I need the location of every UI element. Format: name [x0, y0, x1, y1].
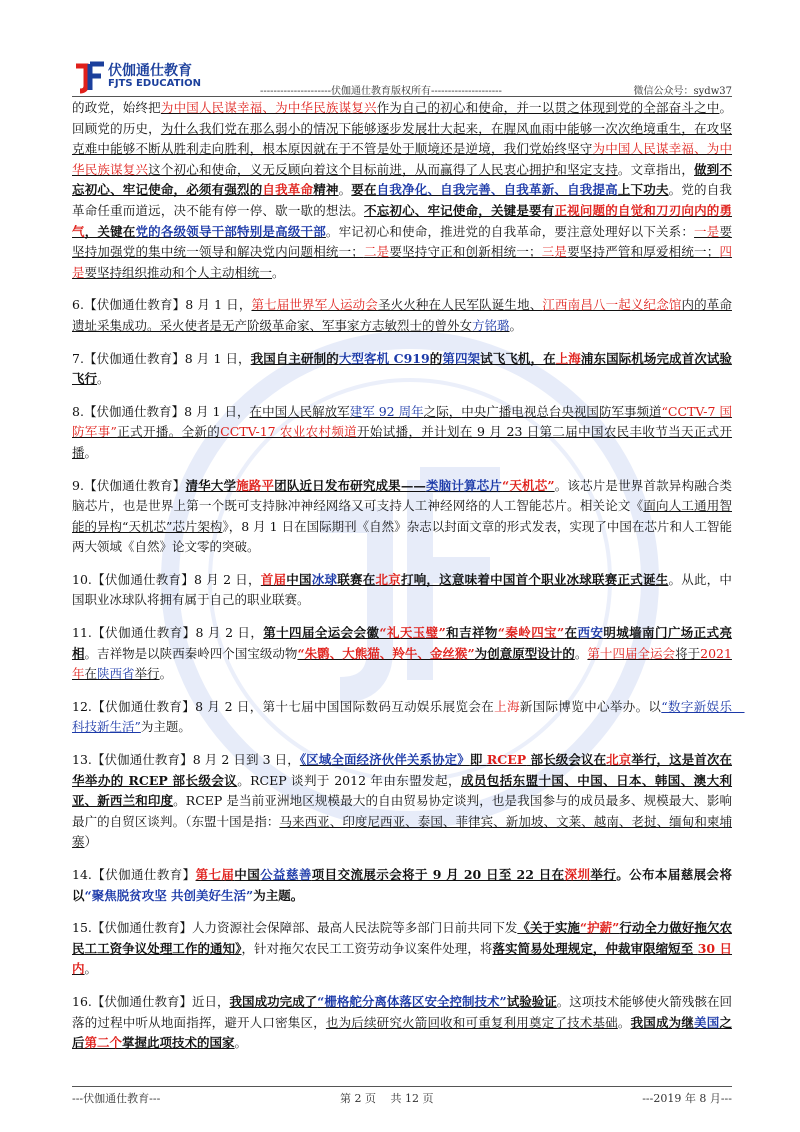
text-run: 9.【伏伽通仕教育】 — [72, 477, 186, 493]
text-run: “天机芯” — [502, 477, 555, 493]
text-run: 一是 — [694, 223, 720, 239]
text-run: 11.【伏伽通仕教育】8 月 2 日， — [72, 625, 264, 641]
text-run: 上下功夫 — [617, 182, 669, 198]
text-run: 第十四届全运会 — [587, 645, 676, 661]
document-body — [72, 98, 745, 1054]
news-item-6 — [72, 295, 732, 336]
text-run: 上海 — [494, 698, 520, 714]
brand-logo — [72, 58, 202, 98]
text-run: 江西南昌八一起义纪念馆 — [542, 297, 682, 313]
text-run: 要坚持严管和厚爱相统一； — [567, 244, 720, 260]
text-run: 陕西省 — [97, 666, 135, 682]
paragraph-continued — [72, 98, 732, 283]
text-run: “聚焦脱贫攻坚 共创美好生活” — [84, 887, 254, 903]
text-run: 建军 92 周年 — [349, 403, 424, 419]
text-run: 施路平 — [236, 477, 275, 493]
news-item-12 — [72, 697, 745, 738]
text-run: 项目交流展示会将于 9 月 20 日至 22 日在 — [311, 867, 565, 882]
text-run: 8.【伏伽通仕教育】8 月 1 日， — [72, 403, 250, 419]
text-run: CCTV-17 农业农村频道 — [220, 424, 358, 440]
text-run: 举行，这是首次在华举办的 RCEP 部长级会议 — [72, 752, 732, 788]
text-run: 12.【伏伽通仕教育】8 月 2 日，第十七届中国国际数码互动娱乐展览会在 — [72, 698, 495, 714]
footer-divider — [72, 1086, 732, 1087]
text-run: 举行 — [590, 867, 617, 882]
text-run: 和吉祥物 — [445, 625, 498, 641]
text-run: 要坚持守正和创新相统一； — [389, 244, 542, 260]
text-run: 为主题。 — [253, 887, 304, 903]
text-run: 落实简易处理规定，仲裁审限缩短至 — [492, 940, 698, 956]
logo-chinese-name: 伏伽通仕教育 — [108, 63, 192, 79]
text-run: 的 — [429, 350, 443, 366]
text-run: 。 — [84, 444, 98, 460]
text-run: 第十四届全运会会徽 — [263, 625, 380, 641]
text-run: 15.【伏伽通仕教育】人力资源社会保障部、最高人民法院等多部门日前共同下发 — [72, 920, 518, 936]
text-run: 大型客机 C919 — [338, 350, 430, 366]
text-run: 行动全力做好拖欠农民工工资争议处理工作的通知》 — [72, 920, 732, 956]
text-run: 。RCEP 是当前亚洲地区规模最大的自由贸易协定谈判，也是我国参与的成员最多、规模最大、影响最广的自贸区谈判。（东盟十国是指： — [72, 793, 732, 829]
text-run: “数字新娱乐 科技新生活” — [72, 698, 745, 735]
text-run: 。 — [338, 182, 352, 198]
emphasis-group — [351, 182, 668, 197]
text-run: 。 — [272, 264, 285, 280]
footer-date: ---2019 年 8 月--- — [642, 1092, 732, 1105]
text-run: 。 — [509, 317, 523, 333]
emphasis-group — [261, 572, 669, 587]
news-item-15 — [72, 918, 732, 980]
text-run: 西安 — [577, 625, 604, 641]
text-run: ，关键在 — [84, 223, 136, 239]
text-run: 《关于实施 — [517, 920, 580, 936]
text-run: 的政党，始终把 — [72, 100, 161, 115]
text-run: 明城墙南门广场正式亮相 — [72, 625, 732, 661]
text-run: 7.【伏伽通仕教育】8 月 1 日， — [72, 350, 251, 366]
text-run: 。RCEP 谈判于 2012 年由东盟发起， — [237, 772, 461, 788]
text-run: 方铭璐 — [472, 317, 510, 333]
footer-brand: ---伏伽通仕教育--- — [72, 1092, 161, 1105]
text-run: 这个初心和使命，义无反顾向着这个目标前进，从而赢得了人民衷心拥护和坚定支持 — [148, 161, 618, 177]
text-run: 为中国人民谋幸福、为中华民族谋复兴 — [72, 141, 732, 177]
text-run: 。 — [159, 666, 173, 682]
text-run: “护薪” — [579, 920, 620, 936]
text-run: 即 — [469, 752, 487, 768]
text-run: 要坚持加强党的集中统一领导和解决党内问题相统一； — [72, 223, 732, 260]
news-item-8 — [72, 402, 732, 464]
text-run: 圣火火种在人民军队诞生地、 — [377, 297, 543, 313]
text-run: 掌握此项技术的国家 — [122, 1035, 235, 1051]
text-run: 。 — [234, 1035, 248, 1051]
text-run: 上海 — [555, 350, 581, 366]
text-run: 。党的自我革命任重而道远，决不能有停一停、歇一歇的想法。 — [72, 182, 732, 218]
text-run: 为创意原型设计的 — [474, 645, 575, 661]
text-run: 联赛在 — [337, 571, 376, 587]
text-run: 》，8 月 1 日在国际期刊《自然》杂志以封面文章的形式发表，实现了中国在芯片和人工智能两大领域《自然》论文零的突破。 — [72, 518, 732, 555]
text-run: 中国 — [234, 867, 261, 882]
text-run: 不忘初心、牢记使命，关键是要有 — [364, 202, 555, 218]
emphasis-group — [161, 100, 720, 115]
text-run: 在中国人民解放军 — [249, 403, 350, 419]
wechat-account: 微信公众号：sydw37 — [633, 86, 732, 97]
text-run: “CCTV-7 国防军事” — [72, 403, 732, 440]
logo-english-name: FJTS EDUCATION — [108, 78, 202, 89]
text-run: 13.【伏伽通仕教育】8 月 2 日到 3 日， — [72, 752, 300, 768]
news-item-9 — [72, 476, 732, 558]
text-run: 在 — [84, 666, 98, 682]
text-run: 正视问题的自觉和刀刃向内的勇气 — [72, 202, 732, 239]
text-run: 冰球 — [311, 571, 338, 587]
text-run: 浦东国际机场完成首次试验飞行 — [72, 350, 732, 387]
text-run: 2021 年 — [72, 645, 732, 682]
text-run: 深圳 — [564, 867, 591, 882]
text-run: 清华大学 — [185, 477, 237, 493]
text-run: 。 — [574, 645, 588, 661]
page-footer — [72, 1090, 732, 1108]
text-run: 《区域全面经济伙伴关系协定》 — [299, 752, 470, 768]
text-run: 。 — [617, 1014, 631, 1030]
text-run: 部长级会议在 — [526, 752, 607, 768]
text-run: 中央广播电视总台央视国防军事频道 — [461, 403, 662, 419]
emphasis-group — [185, 478, 554, 493]
news-item-16 — [72, 992, 732, 1054]
text-run: 精神 — [313, 182, 339, 198]
text-run: “秦岭四宝” — [497, 625, 565, 641]
text-run: 6.【伏伽通仕教育】8 月 1 日， — [72, 297, 252, 313]
text-run: 类脑计算芯片 — [425, 477, 503, 493]
text-run: 党的各级领导干部特别是高级干部 — [135, 223, 326, 239]
text-run: 三是 — [541, 244, 568, 260]
text-run: RCEP — [486, 752, 527, 768]
text-run: 马来西亚、印度尼西亚、泰国、菲律宾、新加坡、文莱、越南、老挝、缅甸和柬埔寨 — [72, 813, 732, 850]
news-item-10 — [72, 570, 732, 611]
text-run: “栅格舵分离体落区安全控制技术” — [317, 993, 507, 1009]
text-run: 为什么我们党在那么弱小的情况下能够逐步发展壮大起来，在腥风血雨中能够一次次绝境重生，在攻坚克难中能够不断从胜利走向胜利，根本原因就在于不管是处于顺境还是逆境，我们党始终坚守 — [72, 120, 732, 157]
text-run: 自我革命 — [262, 182, 314, 198]
emphasis-group — [230, 994, 557, 1009]
text-run: 第七届世界军人运动会 — [251, 297, 378, 313]
text-run: 。公布本届慈展会将以 — [72, 867, 732, 903]
header-divider — [72, 96, 732, 97]
text-run: 举行 — [134, 666, 160, 682]
text-run: 要坚持组织推动和个人主动相统一 — [84, 264, 273, 280]
text-run: 试飞飞机，在 — [480, 350, 556, 366]
page-number: 第 2 页 共 12 页 — [340, 1092, 434, 1105]
text-run: 首届 — [260, 571, 287, 587]
text-run: 我国成功完成了 — [229, 993, 318, 1009]
text-run: 。文章指出， — [617, 161, 695, 177]
text-run: 正式开播。全新的 — [116, 424, 221, 440]
text-run: 。 — [97, 371, 110, 387]
text-run: 打响，这意味着中国首个职业冰球联赛正式诞生 — [400, 571, 669, 587]
text-run: 第二个 — [84, 1035, 123, 1051]
text-run: 10.【伏伽通仕教育】8 月 2 日， — [72, 571, 261, 587]
news-item-11 — [72, 623, 732, 685]
text-run: 将于 — [675, 645, 701, 661]
text-run: 试验验证 — [506, 993, 557, 1009]
text-run: 四是 — [72, 244, 732, 280]
page-header — [72, 58, 732, 98]
text-run: 。 — [84, 961, 98, 977]
text-run: 公益慈善 — [260, 867, 312, 882]
text-run: 在 — [564, 625, 578, 641]
text-run: 北京 — [606, 752, 632, 768]
text-run: 作为自己的初心和使命，并一以贯之体现到党的全部奋斗之中 — [376, 100, 720, 115]
text-run: 内的革命遗址采集成功。采火使者是无产阶级革命家、军事家方志敏烈士的曾外女 — [72, 297, 732, 333]
text-run: 。牢记初心和使命，推进党的自我革命，要注意处理好以下关系： — [325, 223, 695, 239]
text-run: 新国际博览中心举办。以 — [519, 698, 662, 714]
news-item-14 — [72, 865, 732, 906]
text-run: 第七届 — [195, 867, 235, 882]
text-run: “朱鹮、大熊猫、羚牛、金丝猴” — [297, 645, 475, 661]
text-run: 。吉祥物是以陕西秦岭四个国宝级动物 — [84, 645, 298, 661]
emphasis-group — [297, 646, 574, 661]
text-run: 开始试播，并计划在 9 月 23 日第二届中国农民丰收节当天正式开播 — [72, 424, 732, 460]
text-run: 30 日内 — [72, 940, 732, 977]
text-run: ） — [84, 834, 98, 850]
text-run: 14.【伏伽通仕教育】 — [72, 867, 196, 882]
text-run: 第四架 — [442, 350, 481, 366]
text-run: “礼天玉璧” — [379, 625, 446, 641]
emphasis-group — [196, 867, 617, 882]
text-run: 我国自主研制的 — [250, 350, 339, 366]
news-item-7 — [72, 349, 732, 390]
text-run: 之际， — [423, 403, 462, 419]
text-run: 也为后续研究火箭回收和可重复利用奠定了技术基础 — [325, 1014, 618, 1030]
text-run: 16.【伏伽通仕教育】近日， — [72, 993, 230, 1009]
text-run: 我国成为继 — [630, 1014, 695, 1030]
text-run: 二是 — [363, 244, 390, 260]
text-run: 。从此，中国职业冰球队将拥有属于自己的职业联赛。 — [72, 571, 732, 608]
text-run: 做到不忘初心、牢记使命，必须有强烈的 — [72, 161, 732, 198]
copyright-notice: ---------------------伏伽通仕教育版权所有--------------------- — [260, 86, 502, 97]
news-item-13 — [72, 750, 732, 853]
text-run: 面向人工通用智能的异构“天机芯”芯片架构 — [72, 498, 732, 534]
text-run: 。该芯片是世界首款异构融合类脑芯片，也是世界上第一个既可支持脉冲神经网络又可支持人工神经网络的人工智能芯片。相关论文《 — [72, 477, 732, 514]
text-run: 之后 — [72, 1014, 732, 1051]
text-run: 。这项技术能够使火箭残骸在回落的过程中听从地面指挥，避开人口密集区， — [72, 993, 732, 1030]
text-run: 要在 — [351, 182, 377, 198]
text-run: 。回顾党的历史， — [72, 100, 732, 136]
text-run: 团队近日发布研究成果—— — [274, 477, 426, 493]
text-run: ，针对拖欠农民工工资劳动争议案件处理，将 — [241, 940, 493, 956]
text-run: 为中国人民谋幸福、为中华民族谋复兴 — [160, 100, 377, 115]
text-run: 为主题。 — [140, 719, 191, 735]
text-run: 中国 — [286, 571, 312, 587]
fjts-logo-icon — [72, 60, 108, 94]
text-run: 美国 — [694, 1014, 720, 1030]
text-run: 自我净化、自我完善、自我革新、自我提高 — [376, 182, 618, 198]
text-run: 北京 — [375, 571, 401, 587]
text-run: 成员包括东盟十国、中国、日本、韩国、澳大利亚、新西兰和印度 — [72, 772, 733, 809]
